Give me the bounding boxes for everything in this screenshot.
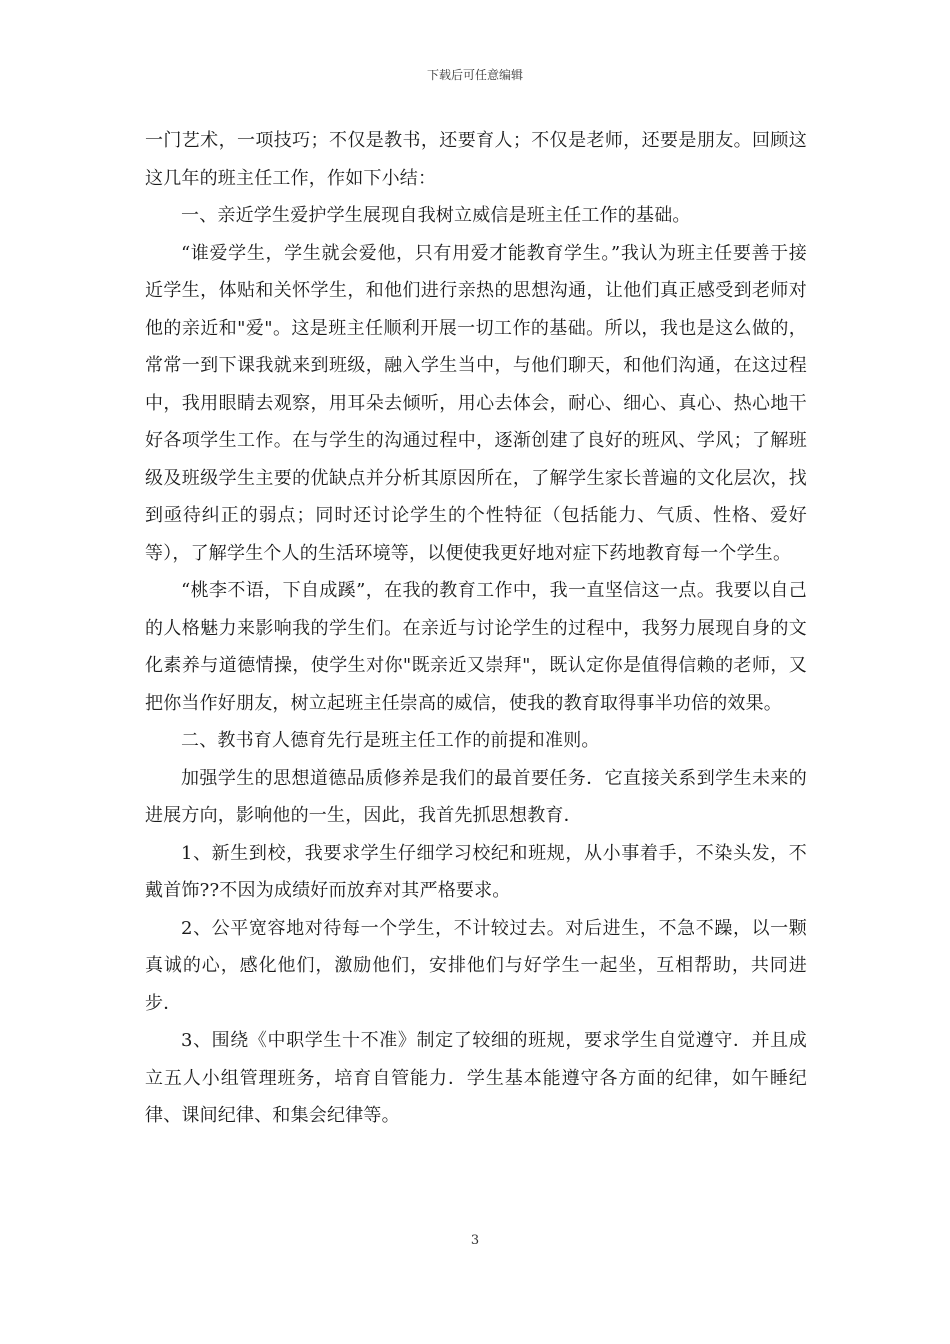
paragraph: “桃李不语，下自成蹊”，在我的教育工作中，我一直坚信这一点。我要以自己的人格魅力来影响我的学生们。在亲近与讨论学生的过程中，我努力展现自身的文化素养与道德情操，使学生对你"既亲近又崇拜"，既认定你是值得信赖的老师，又把你当作好朋友，树立起班主任崇高的威信，使我的教育取得事半功倍的效果。 <box>145 580 807 714</box>
list-item: 3、围绕《中职学生十不准》制定了较细的班规，要求学生自觉遵守．并且成立五人小组管理班务，培育自管能力．学生基本能遵守各方面的纪律，如午睡纪律、课间纪律、和集会纪律等。 <box>145 1030 807 1126</box>
page-header: 下载后可任意编辑 <box>426 68 523 82</box>
list-item: 1、新生到校，我要求学生仔细学习校纪和班规，从小事着手，不染头发，不戴首饰??不因为成绩好而放弃对其严格要求。 <box>145 842 807 901</box>
paragraph: “谁爱学生，学生就会爱他，只有用爱才能教育学生。”我认为班主任要善于接近学生，体贴和关怀学生，和他们进行亲热的思想沟通，让他们真正感受到老师对他的亲近和"爱"。这是班主任顺利开展一切工作的基础。所以，我也是这么做的，常常一到下课我就来到班级，融入学生当中，与他们聊天，和他们沟通，在这过程中，我用眼睛去观察，用耳朵去倾听，用心去体会，耐心、细心、真心、热心地干好各项学生工作。在与学生的沟通过程中，逐渐创建了良好的班风、学风；了解班级及班级学生主要的优缺点并分析其原因所在，了解学生家长普遍的文化层次，找到亟待纠正的弱点；同时还讨论学生的个性特征（包括能力、气质、性格、爱好等），了解学生个人的生活环境等，以便使我更好地对症下药地教育每一个学生。 <box>145 242 807 564</box>
list-item: 2、公平宽容地对待每一个学生，不计较过去。对后进生，不急不躁，以一颗真诚的心，感化他们，激励他们，安排他们与好学生一起坐，互相帮助，共同进步． <box>145 917 807 1014</box>
body-text <box>145 122 807 1135</box>
section-heading: 二、教书育人德育先行是班主任工作的前提和准则。 <box>181 730 600 751</box>
section-heading: 一、亲近学生爱护学生展现自我树立威信是班主任工作的基础。 <box>181 205 691 226</box>
paragraph: 加强学生的思想道德品质修养是我们的最首要任务．它直接关系到学生未来的进展方向，影响他的一生，因此，我首先抓思想教育． <box>145 767 807 826</box>
page-number: 3 <box>470 1233 480 1248</box>
paragraph: 一门艺术，一项技巧；不仅是教书，还要育人；不仅是老师，还要是朋友。回顾这这几年的班主任工作，作如下小结： <box>145 130 807 189</box>
